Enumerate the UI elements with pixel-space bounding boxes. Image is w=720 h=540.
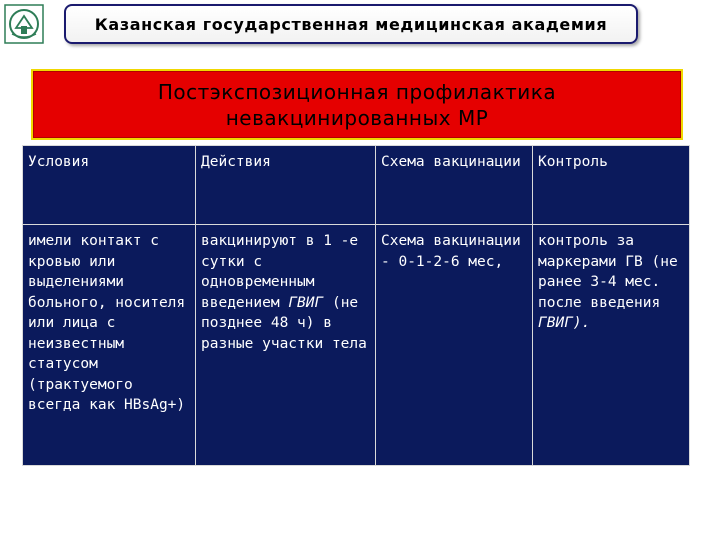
academy-logo: [4, 4, 44, 44]
control-gvig: ГВИГ).: [538, 315, 591, 331]
cell-control: [533, 225, 690, 466]
institution-name: Казанская государственная медицинская академия: [94, 14, 608, 34]
table-header-row: [23, 146, 690, 225]
slide-title: [158, 79, 556, 131]
slide-title-line2: невакцинированных МР: [225, 105, 489, 130]
cell-conditions: имели контакт с кровью или выделениями больного, носителя или лица с неизвестным статусом (трактуемого всегда как HBsAg+): [23, 225, 196, 466]
cell-schedule: Схема вакцинации - 0-1-2-6 мес,: [376, 225, 533, 466]
prophylaxis-table: [22, 145, 690, 466]
actions-text: вакцинируют в 1 -е сутки с одновременным введением: [201, 233, 359, 311]
table-row: [23, 225, 690, 466]
header-actions: Действия: [196, 146, 376, 225]
actions-gvig: ГВИГ: [288, 294, 324, 311]
header-schedule: Схема вакцинации: [376, 146, 533, 225]
header-control: Контроль: [533, 146, 690, 225]
cell-actions: [196, 225, 376, 466]
header-banner: [64, 4, 638, 44]
control-text: контроль за маркерами ГВ (не ранее 3-4 мес. после введения: [538, 233, 678, 311]
slide-title-line1: Постэкспозиционная профилактика: [157, 79, 557, 104]
actions-text-tail: (не позднее 48 ч) в разные участки тела: [201, 294, 367, 352]
header-conditions: Условия: [23, 146, 196, 225]
slide-title-box: [33, 71, 681, 138]
